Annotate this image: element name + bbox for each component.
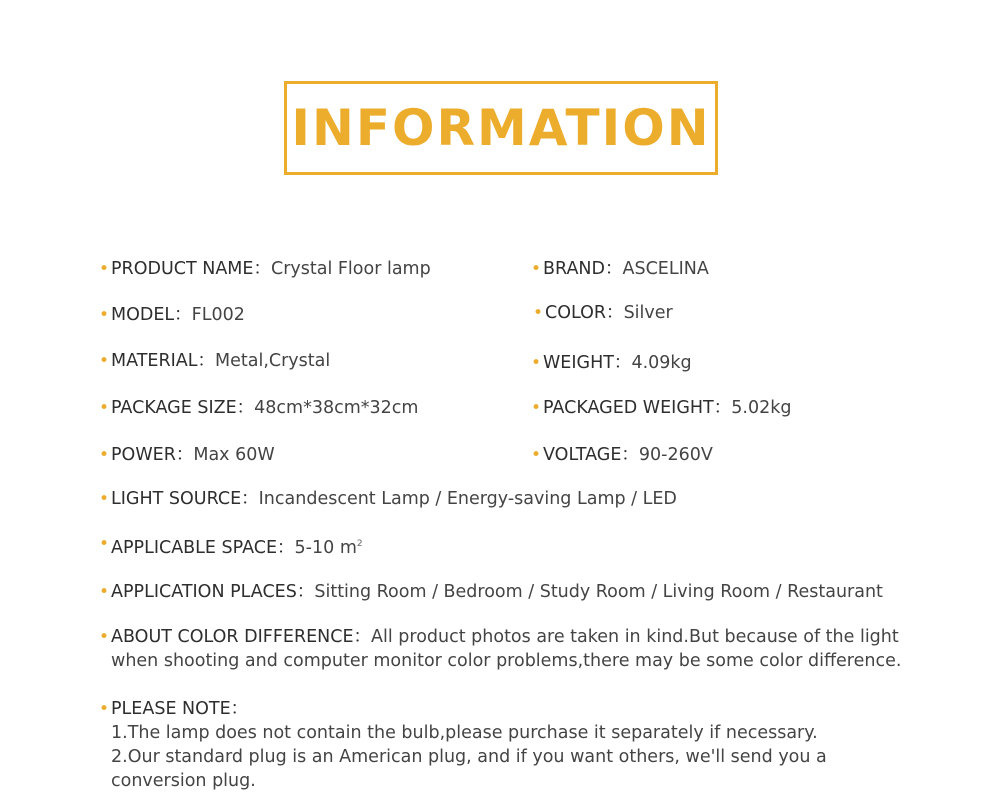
spec-value: FL002	[191, 305, 245, 325]
bullet-icon: •	[99, 534, 110, 554]
spec-power	[99, 443, 275, 467]
spec-key: PRODUCT NAME：	[111, 259, 271, 279]
bullet-icon: •	[533, 303, 544, 323]
spec-color	[533, 301, 673, 325]
spec-value: 90-260V	[638, 445, 713, 465]
spec-brand	[531, 257, 709, 281]
spec-key: MATERIAL：	[111, 351, 216, 371]
spec-key: COLOR：	[545, 303, 624, 323]
information-title-box	[284, 81, 718, 175]
spec-product-name	[99, 257, 431, 281]
note-text: 2.Our standard plug is an American plug, and if you want others, we'll send you a	[111, 747, 827, 767]
spec-key: PACKAGE SIZE：	[111, 398, 255, 418]
spec-value: Incandescent Lamp / Energy-saving Lamp / LED	[258, 489, 677, 509]
note-key: PLEASE NOTE：	[111, 699, 249, 719]
spec-packaged-weight	[531, 396, 792, 420]
color-difference-note	[99, 625, 902, 673]
spec-key: PACKAGED WEIGHT：	[543, 398, 732, 418]
spec-key: MODEL：	[111, 305, 192, 325]
bullet-icon: •	[531, 259, 542, 279]
superscript-unit: 2	[356, 539, 363, 549]
spec-light-source	[99, 487, 677, 511]
bullet-icon: •	[99, 259, 110, 279]
note-text: 1.The lamp does not contain the bulb,please purchase it separately if necessary.	[111, 723, 818, 743]
note-key: ABOUT COLOR DIFFERENCE：	[111, 627, 372, 647]
spec-key: VOLTAGE：	[543, 445, 639, 465]
note-text: conversion plug.	[111, 771, 256, 791]
bullet-icon: •	[531, 353, 542, 373]
spec-key: APPLICABLE SPACE：	[111, 537, 295, 558]
bullet-icon: •	[99, 699, 110, 719]
bullet-icon: •	[531, 445, 542, 465]
bullet-icon: •	[99, 489, 110, 509]
bullet-icon: •	[531, 398, 542, 418]
bullet-icon: •	[99, 582, 110, 602]
spec-application-places	[99, 580, 883, 604]
spec-key: POWER：	[111, 445, 194, 465]
spec-value: Crystal Floor lamp	[270, 259, 431, 279]
spec-weight	[531, 351, 692, 375]
spec-value: Silver	[623, 303, 673, 323]
spec-key: BRAND：	[543, 259, 623, 279]
bullet-icon: •	[99, 445, 110, 465]
spec-value: Sitting Room / Bedroom / Study Room / Living Room / Restaurant	[314, 582, 883, 602]
spec-key: APPLICATION PLACES：	[111, 582, 315, 602]
note-text: when shooting and computer monitor color problems,there may be some color difference.	[111, 651, 902, 671]
spec-value: ASCELINA	[622, 259, 709, 279]
spec-model	[99, 303, 245, 327]
bullet-icon: •	[99, 627, 110, 647]
spec-value: 5.02kg	[731, 398, 792, 418]
spec-value: Max 60W	[193, 445, 275, 465]
spec-key: WEIGHT：	[543, 353, 632, 373]
page-title: INFORMATION	[291, 99, 711, 157]
spec-voltage	[531, 443, 713, 467]
bullet-icon: •	[99, 305, 110, 325]
bullet-icon: •	[99, 351, 110, 371]
spec-value: 48cm*38cm*32cm	[254, 398, 419, 418]
bullet-icon: •	[99, 398, 110, 418]
spec-value: Metal,Crystal	[215, 351, 331, 371]
spec-value: 5-10 m	[294, 537, 357, 558]
spec-applicable-space	[99, 532, 363, 560]
please-note	[99, 697, 827, 793]
spec-material	[99, 349, 331, 373]
spec-value: 4.09kg	[631, 353, 692, 373]
spec-key: LIGHT SOURCE：	[111, 489, 259, 509]
note-text: All product photos are taken in kind.But because of the light	[371, 627, 899, 647]
spec-package-size	[99, 396, 419, 420]
